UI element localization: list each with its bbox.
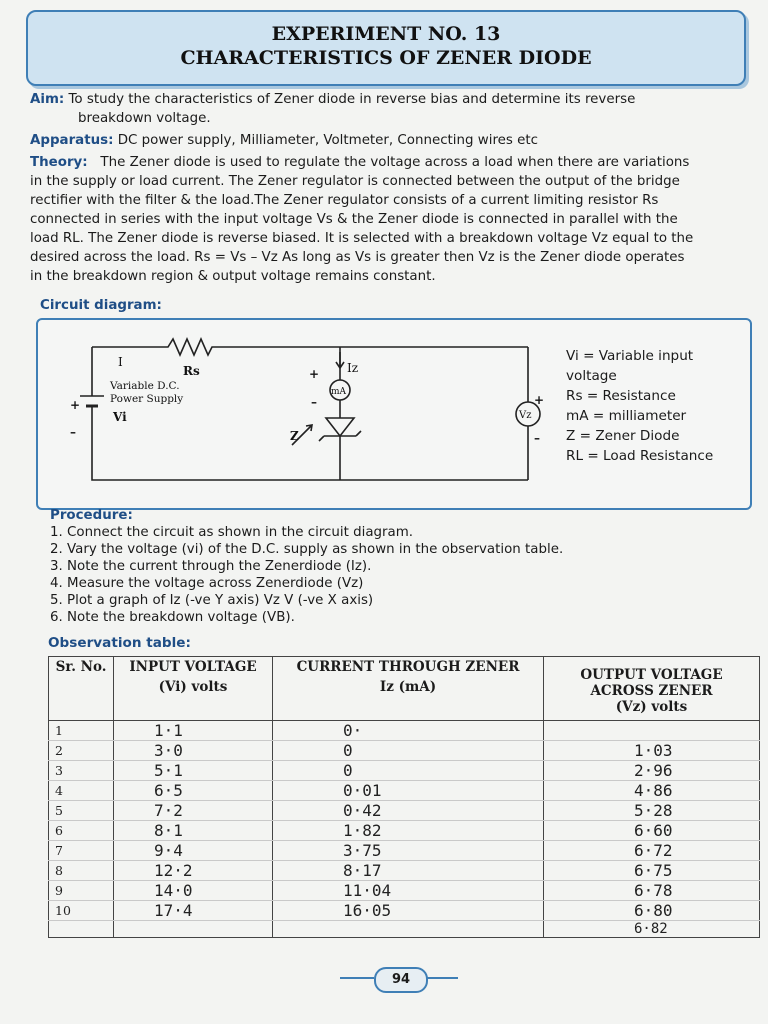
label-current: I	[118, 355, 123, 369]
col-output-voltage	[544, 657, 760, 721]
label-vz-minus: –	[534, 431, 540, 445]
procedure-step: 6. Note the breakdown voltage (VB).	[50, 610, 295, 625]
procedure-step: 5. Plot a graph of Iz (-ve Y axis) Vz V (-ve X axis)	[50, 593, 374, 608]
observation-heading: Observation table:	[48, 635, 191, 651]
label-vi: Vi	[113, 410, 127, 424]
experiment-subtitle: CHARACTERISTICS OF ZENER DIODE	[180, 47, 592, 69]
cell-sr: 7	[49, 841, 114, 861]
table-row	[49, 801, 760, 821]
theory-line: in the supply or load current. The Zener regulator is connected between the output of the bridge	[30, 174, 680, 189]
apparatus-text: DC power supply, Milliameter, Voltmeter, Connecting wires etc	[117, 133, 538, 148]
table-row	[49, 781, 760, 801]
cell-output-voltage: 6·75	[544, 861, 760, 881]
bottom-wire	[92, 406, 528, 480]
cell-input-voltage: 7·2	[114, 801, 273, 821]
apparatus-label: Apparatus:	[30, 133, 114, 148]
cell-empty	[114, 921, 273, 938]
observation-table	[48, 656, 760, 938]
table-row-extra	[49, 921, 760, 938]
theory-line: desired across the load. Rs = Vs – Vz As long as Vs is greater then Vz is the Zener diode operates	[30, 250, 685, 265]
cell-input-voltage: 8·1	[114, 821, 273, 841]
cell-output-voltage: 6·72	[544, 841, 760, 861]
cell-current: 11·04	[273, 881, 544, 901]
label-battery-minus: –	[70, 425, 76, 439]
cell-input-voltage: 17·4	[114, 901, 273, 921]
rs-resistor-wire	[92, 339, 528, 355]
cell-empty	[273, 921, 544, 938]
cell-input-voltage: 9·4	[114, 841, 273, 861]
col-input-voltage-line1: INPUT VOLTAGE	[129, 659, 257, 675]
table-row	[49, 821, 760, 841]
zener-diode-symbol	[326, 418, 354, 436]
legend-item: Rs = Resistance	[566, 388, 676, 404]
cell-sr: 1	[49, 721, 114, 741]
cell-sr: 9	[49, 881, 114, 901]
col-current	[273, 657, 544, 721]
cell-output-voltage: 5·28	[544, 801, 760, 821]
circuit-legend	[566, 346, 713, 466]
cell-sr: 6	[49, 821, 114, 841]
cell-current: 8·17	[273, 861, 544, 881]
experiment-title: EXPERIMENT NO. 13	[271, 23, 501, 45]
theory-line: in the breakdown region & output voltage remains constant.	[30, 269, 436, 284]
procedure-step: 1. Connect the circuit as shown in the circuit diagram.	[50, 525, 414, 540]
aim-label: Aim:	[30, 92, 65, 107]
cell-output-voltage-extra: 6·82	[544, 921, 760, 938]
cell-current: 0·42	[273, 801, 544, 821]
col-current-line1: CURRENT THROUGH ZENER	[296, 659, 520, 675]
cell-current: 3·75	[273, 841, 544, 861]
cell-current: 1·82	[273, 821, 544, 841]
cell-input-voltage: 1·1	[114, 721, 273, 741]
cell-sr: 3	[49, 761, 114, 781]
page-number: 94	[374, 967, 428, 993]
cell-empty	[49, 921, 114, 938]
label-zener-minus: –	[311, 395, 317, 409]
cell-input-voltage: 5·1	[114, 761, 273, 781]
procedure-step: 4. Measure the voltage across Zenerdiode (Vz)	[50, 576, 364, 591]
circuit-heading: Circuit diagram:	[40, 298, 162, 313]
label-z: Z	[290, 429, 299, 443]
label-iz: Iz	[347, 361, 359, 375]
legend-item: mA = milliameter	[566, 408, 687, 424]
cell-sr: 2	[49, 741, 114, 761]
cell-current: 0·01	[273, 781, 544, 801]
cell-current: 0·	[273, 721, 544, 741]
label-zener-plus: +	[309, 367, 320, 381]
cell-input-voltage: 12·2	[114, 861, 273, 881]
cell-input-voltage: 3·0	[114, 741, 273, 761]
procedure-section	[50, 507, 563, 626]
col-output-voltage-line1: OUTPUT VOLTAGE	[580, 667, 723, 683]
cell-current: 16·05	[273, 901, 544, 921]
cell-output-voltage: 1·03	[544, 741, 760, 761]
legend-item: RL = Load Resistance	[566, 448, 714, 464]
cell-sr: 5	[49, 801, 114, 821]
theory-line: The Zener diode is used to regulate the voltage across a load when there are variations	[100, 155, 690, 170]
label-battery-plus: +	[70, 398, 81, 412]
theory-label: Theory:	[30, 155, 88, 170]
cell-current: 0	[273, 741, 544, 761]
cell-sr: 10	[49, 901, 114, 921]
cell-input-voltage: 6·5	[114, 781, 273, 801]
table-row	[49, 721, 760, 741]
cell-output-voltage: 6·60	[544, 821, 760, 841]
table-row	[49, 841, 760, 861]
table-row	[49, 741, 760, 761]
legend-item: Z = Zener Diode	[566, 428, 680, 444]
theory-line: load RL. The Zener diode is reverse biased. It is selected with a breakdown voltage Vz equal to the	[30, 231, 694, 246]
legend-item: voltage	[566, 368, 617, 384]
table-row	[49, 761, 760, 781]
cell-output-voltage: 4·86	[544, 781, 760, 801]
aim-line-1: To study the characteristics of Zener diode in reverse bias and determine its reverse	[68, 92, 636, 107]
aim-line-2: breakdown voltage.	[78, 111, 211, 126]
procedure-step: 2. Vary the voltage (vi) of the D.C. supply as shown in the observation table.	[50, 542, 564, 557]
cell-current: 0	[273, 761, 544, 781]
cell-sr: 8	[49, 861, 114, 881]
label-ma: mA	[331, 387, 347, 397]
cell-sr: 4	[49, 781, 114, 801]
col-current-line2: Iz (mA)	[379, 679, 437, 695]
label-vz-plus: +	[534, 393, 545, 407]
procedure-heading: Procedure:	[50, 508, 133, 523]
cell-input-voltage: 14·0	[114, 881, 273, 901]
cell-output-voltage: 2·96	[544, 761, 760, 781]
cell-output-voltage: 6·78	[544, 881, 760, 901]
theory-line: connected in series with the input voltage Vs & the Zener diode is connected in parallel with the	[30, 212, 678, 227]
col-input-voltage	[114, 657, 273, 721]
cell-output-voltage: 6·80	[544, 901, 760, 921]
col-output-voltage-line2: ACROSS ZENER	[590, 683, 713, 699]
label-supply-2: Power Supply	[110, 393, 184, 405]
table-row	[49, 881, 760, 901]
col-input-voltage-line2: (Vi) volts	[158, 679, 228, 695]
procedure-step: 3. Note the current through the Zenerdiode (Iz).	[50, 559, 372, 574]
page-line-left	[340, 977, 374, 979]
label-vz: Vz	[519, 410, 532, 421]
page-line-right	[424, 977, 458, 979]
cell-output-voltage	[544, 721, 760, 741]
col-output-voltage-line3: (Vz) volts	[615, 699, 688, 715]
table-row	[49, 901, 760, 921]
col-sr: Sr. No.	[49, 657, 114, 721]
theory-line: rectifier with the filter & the load.The Zener regulator consists of a current limiting resistor Rs	[30, 193, 659, 208]
table-row	[49, 861, 760, 881]
label-rs: Rs	[183, 364, 200, 378]
label-supply-1: Variable D.C.	[110, 380, 180, 392]
legend-item: Vi = Variable input	[566, 348, 694, 364]
